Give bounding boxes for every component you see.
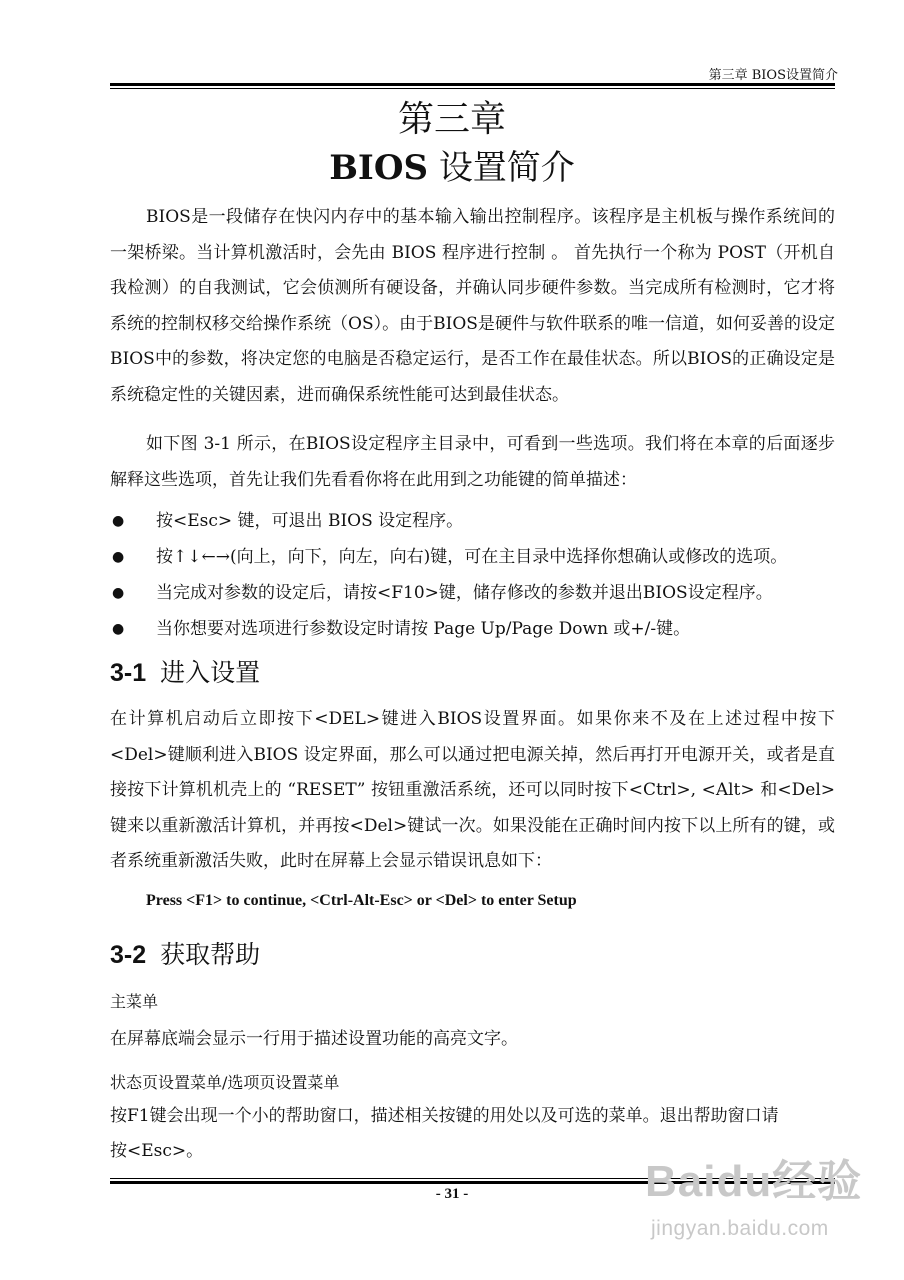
bullet-dot: ● [112,585,125,601]
bullet-text: 按↑↓←→(向上，向下，向左，向右)键，可在主目录中选择你想确认或修改的选项。 [156,547,788,567]
subheading-status-page-menu: 状态页设置菜单/选项页设置菜单 [110,1073,340,1092]
baidu-jingyan-watermark [645,1145,863,1265]
bullet-text: 当你想要对选项进行参数设定时请按 Page Up/Page Down 或+/-键。 [156,619,691,639]
bullet-item [110,540,840,575]
section-heading-3-1 [110,656,260,690]
status-menu-description-line-1: 按F1键会出现一个小的帮助窗口，描述相关按键的用处以及可选的菜单。退出帮助窗口请 [110,1106,779,1126]
section-heading-3-2 [110,938,260,972]
intro-paragraph-2: 如下图 3-1 所示，在BIOS设定程序主目录中，可看到一些选项。我们将在本章的后面逐步解释这些选项，首先让我们先看看你将在此用到之功能键的简单描述： [110,434,835,490]
subheading-main-menu: 主菜单 [110,992,159,1011]
subtitle-cjk: 设置简介 [438,148,575,188]
running-header: 第三章 BIOS设置简介 [708,68,838,83]
watermark-url: jingyan.baidu.com [651,1217,829,1240]
section-number: 3-2 [110,941,147,969]
main-menu-description: 在屏幕底端会显示一行用于描述设置功能的高亮文字。 [110,1029,518,1049]
section-number: 3-1 [110,659,147,687]
bullet-dot: ● [112,549,125,565]
subtitle-latin: BIOS [329,148,428,188]
bullet-text: 当完成对参数的设定后，请按<F10>键，储存修改的参数并退出BIOS设定程序。 [156,583,773,603]
bullet-text: 按<Esc> 键，可退出 BIOS 设定程序。 [156,511,464,531]
section-title: 进入设置 [160,658,261,687]
bullet-item [110,576,840,611]
page-number: - 31 - [435,1186,469,1202]
header-rule-thick [110,83,835,86]
error-message: Press <F1> to continue, <Ctrl-Alt-Esc> or <Del> to enter Setup [146,892,577,909]
chapter-subtitle [0,146,904,190]
header-rule-thin [110,88,835,89]
bullet-dot: ● [112,513,125,529]
bullet-item [110,612,840,647]
chapter-title: 第三章 [397,99,506,140]
section-title: 获取帮助 [160,940,261,969]
status-menu-description-line-2: 按<Esc>。 [110,1141,204,1161]
bullet-dot: ● [112,621,125,637]
section-3-1-body: 在计算机启动后立即按下<DEL>键进入BIOS设置界面。如果你来不及在上述过程中按下<Del>键顺利进入BIOS 设定界面，那么可以通过把电源关掉，然后再打开电源开关，或者是直接按下计算机机壳上的 “RESET” 按钮重激活系统，还可以同时按下<Ctrl>, <Alt> 和<Del> 键来以重新激活计算机，并再按<Del>键试一次。如果没能在正确时间内按下以上所有的键，或者系统重新激活失败，此时在屏幕上会显示错误讯息如下： [110,709,835,872]
watermark-logo: Baidu经验 [645,1157,863,1206]
bullet-item [110,504,840,539]
intro-paragraph-1: BIOS是一段储存在快闪内存中的基本输入输出控制程序。该程序是主机板与操作系统间的一架桥梁。当计算机激活时，会先由 BIOS 程序进行控制 。 首先执行一个称为 POST（开机自我检测）的自我测试，它会侦测所有硬设备，并确认同步硬件参数。当完成所有检测时，它才将系统的控制权移交给操作系统（OS）。由于BIOS是硬件与软件联系的唯一信道，如何妥善的设定BIOS中的参数，将决定您的电脑是否稳定运行，是否工作在最佳状态。所以BIOS的正确设定是系统稳定性的关键因素，进而确保系统性能可达到最佳状态。 [110,207,835,405]
